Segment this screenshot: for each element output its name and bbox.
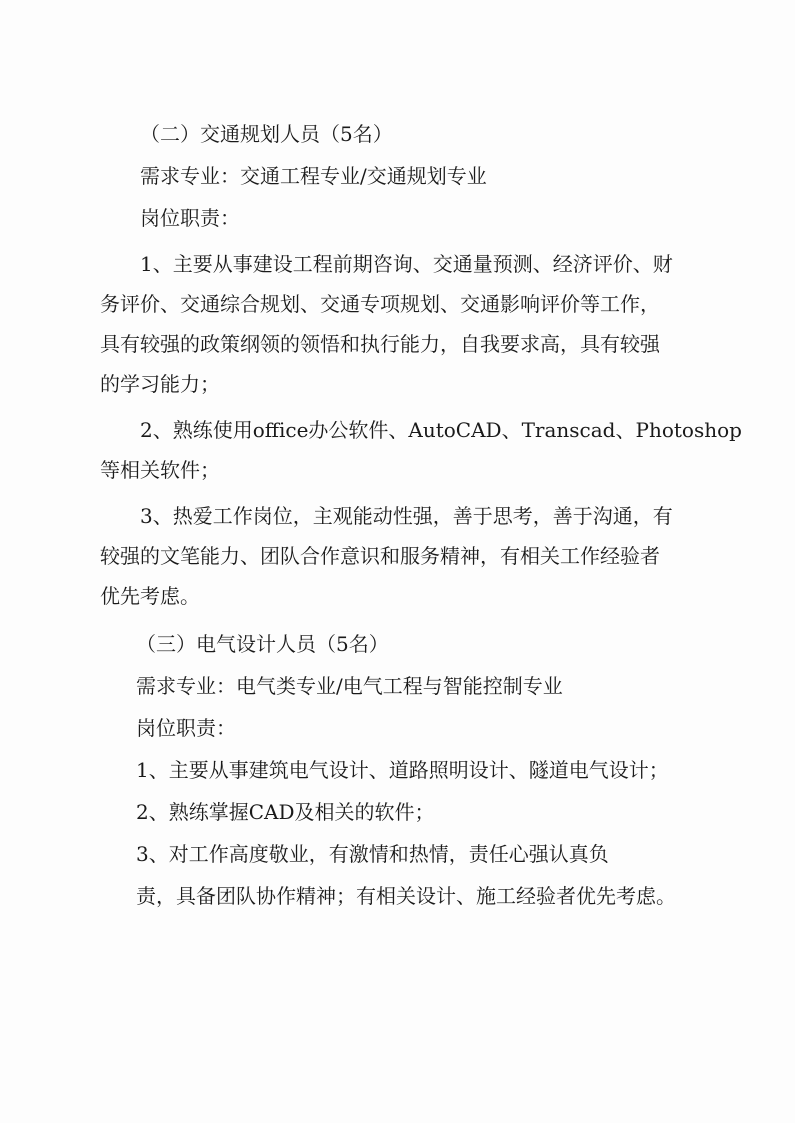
traffic-duty-1-line-3: 具有较强的政策纲领的领悟和执行能力，自我要求高，具有较强	[100, 332, 660, 356]
electrical-duty-3-line-1: 3、对工作高度敬业，有激情和热情，责任心强认真负	[136, 842, 609, 866]
traffic-duty-3-line-2: 较强的文笔能力、团队合作意识和服务精神，有相关工作经验者	[100, 544, 660, 568]
document-body	[100, 114, 742, 916]
section-heading-traffic-planning: （二）交通规划人员（5名）	[140, 122, 393, 146]
section-heading-electrical-design: （三）电气设计人员（5名）	[136, 632, 389, 656]
traffic-duty-3-line-1: 3、热爱工作岗位，主观能动性强，善于思考，善于沟通，有	[140, 504, 673, 528]
electrical-duty-1: 1、主要从事建筑电气设计、道路照明设计、隧道电气设计；	[136, 758, 669, 782]
required-major-electrical: 需求专业：电气类专业/电气工程与智能控制专业	[136, 674, 563, 698]
required-major-traffic: 需求专业：交通工程专业/交通规划专业	[140, 164, 487, 188]
traffic-duty-1-line-4: 的学习能力；	[100, 372, 220, 396]
traffic-duty-1-line-1: 1、主要从事建设工程前期咨询、交通量预测、经济评价、财	[140, 252, 673, 276]
traffic-duty-2-line-1: 2、熟练使用office办公软件、AutoCAD、Transcad、Photoshop	[140, 418, 742, 442]
traffic-duty-1-line-2: 务评价、交通综合规划、交通专项规划、交通影响评价等工作，	[100, 292, 660, 316]
electrical-duty-3-line-2: 责，具备团队协作精神；有相关设计、施工经验者优先考虑。	[136, 884, 676, 908]
electrical-duty-2: 2、熟练掌握CAD及相关的软件；	[136, 800, 435, 824]
traffic-duty-2-line-2: 等相关软件；	[100, 458, 220, 482]
duties-label-traffic: 岗位职责：	[140, 206, 240, 230]
duties-label-electrical: 岗位职责：	[136, 716, 236, 740]
traffic-duty-3-line-3: 优先考虑。	[100, 584, 200, 608]
